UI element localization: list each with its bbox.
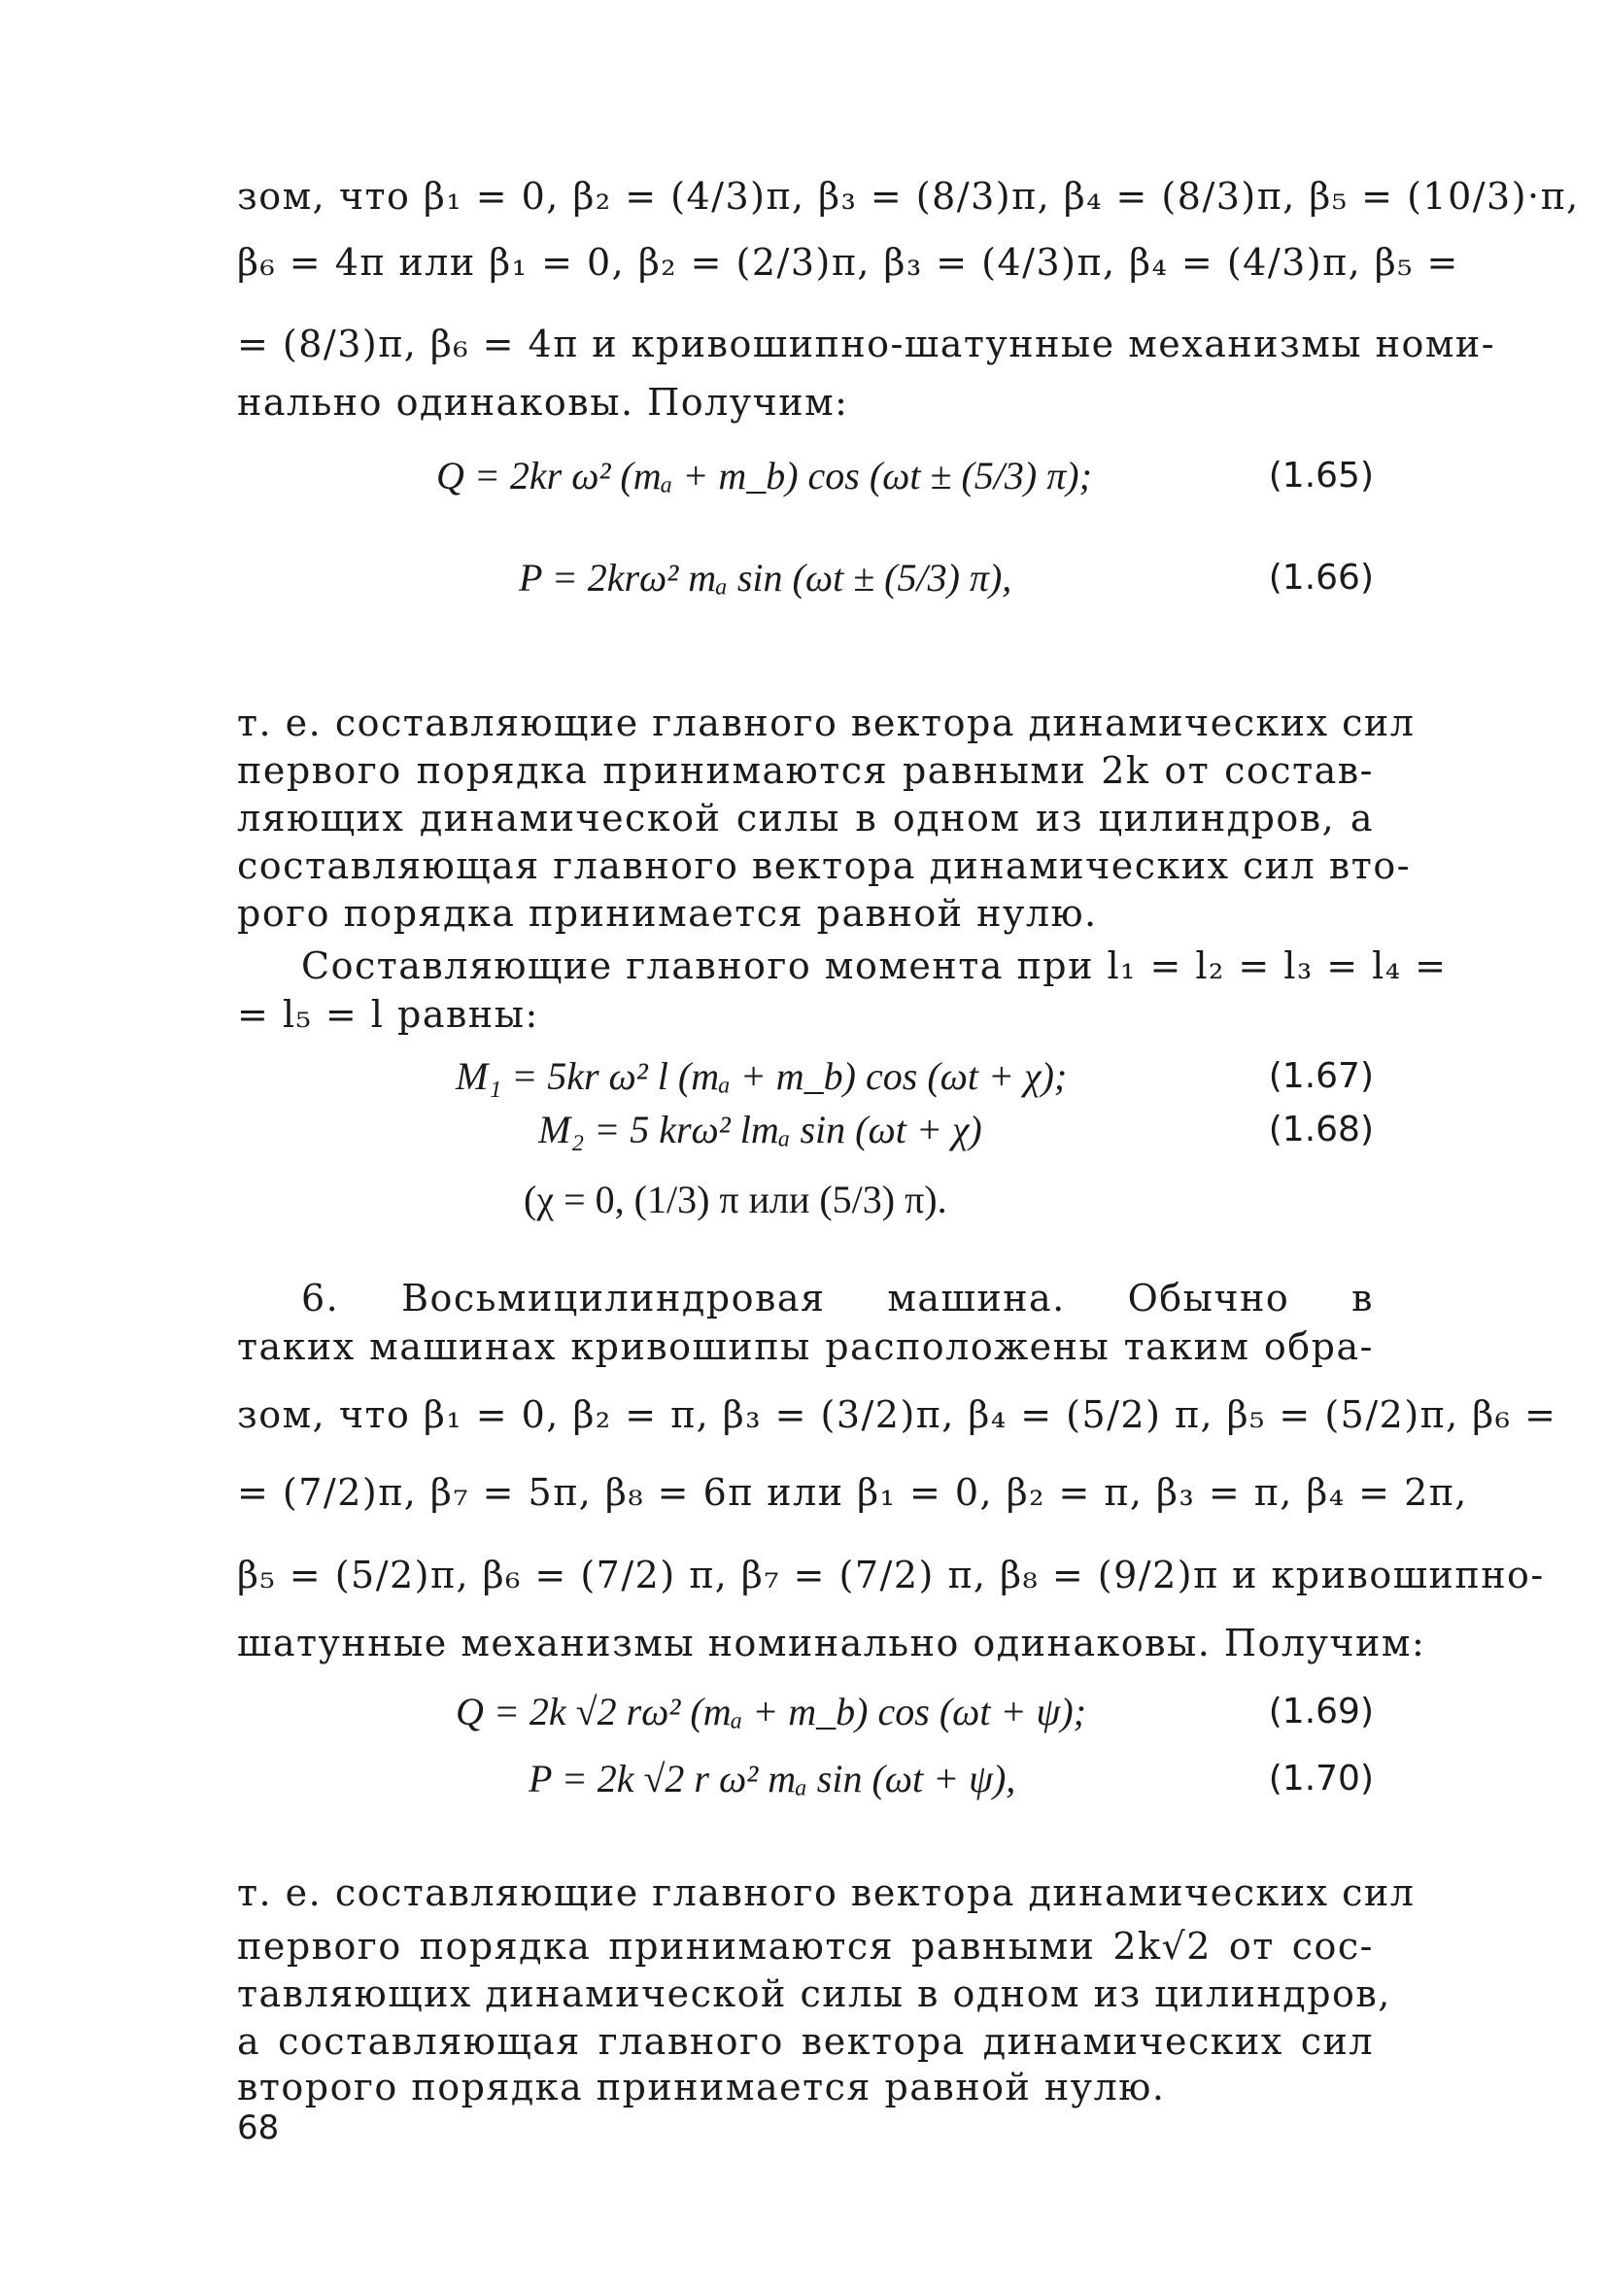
equation-expression: M₂ = 5 krω² lmₐ sin (ωt + χ)	[538, 1108, 982, 1151]
equation-number: (1.69)	[1268, 1692, 1374, 1731]
text-line: нально одинаковы. Получим:	[237, 381, 849, 424]
text-line: 6. Восьмицилиндровая машина. Обычно в	[301, 1277, 1374, 1319]
equation-1-66	[237, 544, 1374, 612]
page-number: 68	[237, 2108, 280, 2147]
equation-expression: (χ = 0, (1/3) π или (5/3) π).	[524, 1178, 947, 1221]
text-line: Составляющие главного момента при l₁ = l₂ = l₃ = l₄ =	[301, 944, 1448, 987]
text-line: тавляющих динамической силы в одном из цилиндров,	[237, 1972, 1391, 2015]
equation-expression: M₁ = 5kr ω² l (mₐ + m_b) cos (ωt + χ);	[456, 1054, 1068, 1098]
equation-1-65	[237, 442, 1374, 510]
text-line: а составляющая главного вектора динамических сил	[237, 2020, 1374, 2063]
equation-1-68	[237, 1096, 1374, 1164]
text-line: таких машинах кривошипы расположены таким обра-	[237, 1325, 1374, 1368]
equation-number: (1.67)	[1268, 1056, 1374, 1096]
text-line: = l₅ = l равны:	[237, 993, 539, 1036]
equation-expression: P = 2k √2 r ω² mₐ sin (ωt + ψ),	[529, 1757, 1016, 1800]
text-line: β₅ = (5/2)π, β₆ = (7/2) π, β₇ = (7/2) π, β₈ = (9/2)π и кривошипно-	[237, 1554, 1545, 1596]
equation-expression: Q = 2k √2 rω² (mₐ + m_b) cos (ωt + ψ);	[456, 1690, 1086, 1733]
equation-number: (1.65)	[1268, 456, 1374, 496]
equation-1-70	[237, 1745, 1374, 1813]
text-line: первого порядка принимаются равными 2k√2 от сос-	[237, 1925, 1374, 1968]
text-line: первого порядка принимаются равными 2k от состав-	[237, 749, 1374, 792]
text-line: рого порядка принимается равной нулю.	[237, 892, 1098, 935]
text-line: = (8/3)π, β₆ = 4π и кривошипно-шатунные механизмы номи-	[237, 323, 1496, 365]
equation-chi-values	[237, 1166, 1374, 1234]
text-line: зом, что β₁ = 0, β₂ = (4/3)π, β₃ = (8/3)π, β₄ = (8/3)π, β₅ = (10/3)·π,	[237, 175, 1580, 218]
text-line: второго порядка принимается равной нулю.	[237, 2066, 1166, 2108]
book-page	[237, 155, 1580, 2196]
equation-1-69	[237, 1678, 1374, 1746]
equation-number: (1.68)	[1268, 1110, 1374, 1149]
text-line: т. е. составляющие главного вектора динамических сил	[237, 1871, 1416, 1914]
equation-expression: P = 2krω² mₐ sin (ωt ± (5/3) π),	[519, 556, 1012, 600]
text-line: ляющих динамической силы в одном из цилиндров, а	[237, 797, 1374, 840]
text-line: зом, что β₁ = 0, β₂ = π, β₃ = (3/2)π, β₄ = (5/2) π, β₅ = (5/2)π, β₆ =	[237, 1393, 1557, 1436]
equation-expression: Q = 2kr ω² (mₐ + m_b) cos (ωt ± (5/3) π);	[436, 454, 1092, 497]
text-line: шатунные механизмы номинально одинаковы. Получим:	[237, 1622, 1426, 1664]
text-line: т. е. составляющие главного вектора динамических сил	[237, 702, 1416, 744]
equation-number: (1.66)	[1268, 558, 1374, 598]
text-line: β₆ = 4π или β₁ = 0, β₂ = (2/3)π, β₃ = (4/3)π, β₄ = (4/3)π, β₅ =	[237, 241, 1459, 284]
text-line: = (7/2)π, β₇ = 5π, β₈ = 6π или β₁ = 0, β₂ = π, β₃ = π, β₄ = 2π,	[237, 1471, 1468, 1514]
text-line: составляющая главного вектора динамических сил вто-	[237, 844, 1412, 887]
equation-number: (1.70)	[1268, 1759, 1374, 1799]
